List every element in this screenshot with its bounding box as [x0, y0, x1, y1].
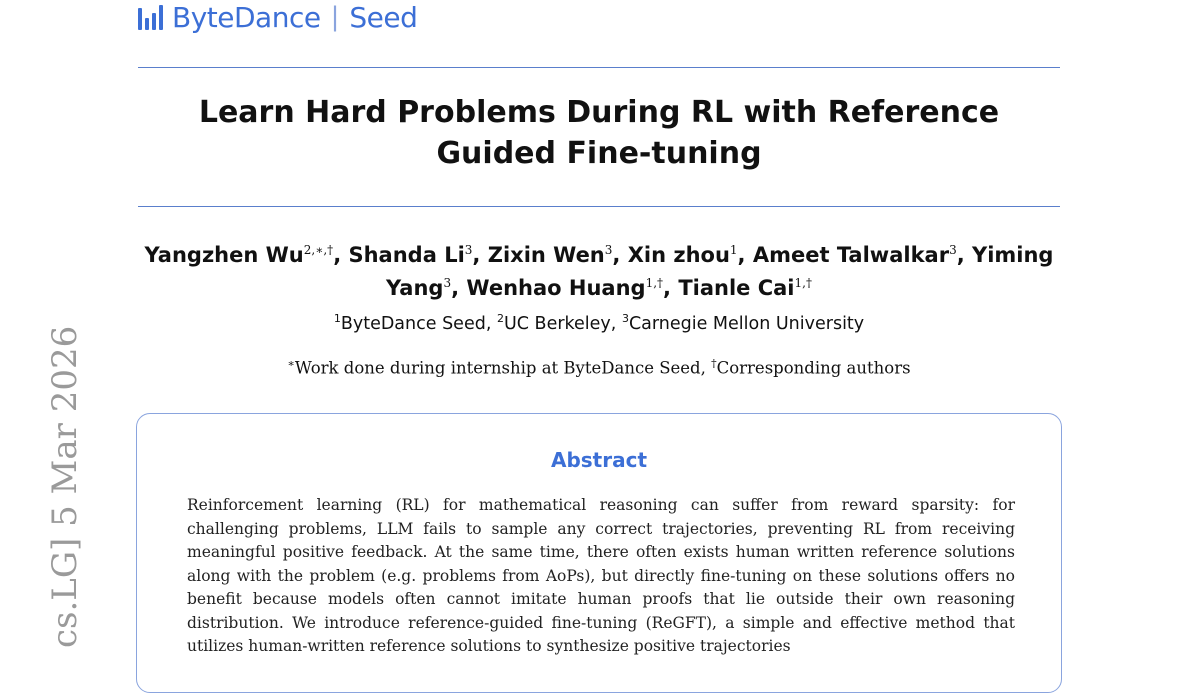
author-affil-sup: 3: [464, 243, 473, 257]
author-affil-sup: 1,†: [794, 276, 812, 290]
logo-brand: ByteDance: [172, 0, 321, 34]
author-name: Shanda Li: [348, 243, 465, 267]
title-rule: [138, 206, 1060, 207]
note-dagger-sup: †: [711, 357, 717, 370]
logo-product: Seed: [349, 0, 418, 34]
author-affil-sup: 2,∗,†: [303, 243, 334, 257]
author-separator: ,: [451, 276, 467, 300]
author-name: Tianle Cai: [678, 276, 795, 300]
arxiv-stamp: cs.LG] 5 Mar 2026: [45, 325, 85, 648]
author-name: Yiming Yang: [386, 243, 1054, 300]
note-internship: Work done during internship at ByteDance Seed,: [294, 358, 712, 378]
abstract-box: [136, 413, 1062, 693]
author-name: Xin zhou: [627, 243, 730, 267]
author-name: Wenhao Huang: [466, 276, 646, 300]
note-corresponding: Corresponding authors: [716, 358, 911, 378]
author-separator: ,: [737, 243, 753, 267]
author-affil-sup: 3: [443, 276, 452, 290]
affil-sup: 3: [621, 312, 629, 325]
author-name: Yangzhen Wu: [144, 243, 304, 267]
top-rule: [138, 67, 1060, 68]
affiliation-name: Carnegie Mellon University: [628, 313, 865, 334]
logo-separator: |: [330, 2, 340, 32]
abstract-text: Reinforcement learning (RL) for mathematical reasoning can suffer from reward sparsity: for challenging problems, LLM fails to sample any correct trajectories, preventing RL from receiving meaningful positive feedback. At the same time, there often exists human written reference solutions along with the problem (e.g. problems from AoPs), but directly fine-tuning on these solutions offers no benefit because models often cannot imitate human proofs that lie outside their own reasoning distribution. We introduce reference-guided fine-tuning (ReGFT), a simple and effective method that utilizes human-written reference solutions to synthesize positive trajectories: [187, 496, 1015, 655]
author-affil-sup: 1,†: [645, 276, 664, 290]
paper-title: Learn Hard Problems During RL with Reference Guided Fine-tuning: [198, 95, 1000, 171]
author-note: [138, 357, 1060, 378]
author-affil-sup: 1: [729, 243, 738, 257]
affil-sup: 1: [333, 312, 341, 325]
author-name: Ameet Talwalkar: [752, 243, 950, 267]
author-separator: ,: [472, 243, 488, 267]
affiliation-list: [138, 312, 1060, 334]
bytedance-seed-logo: [138, 0, 417, 34]
author-separator: ,: [333, 243, 349, 267]
author-affil-sup: 3: [949, 243, 957, 257]
author-affil-sup: 3: [604, 243, 613, 257]
affil-separator: ,: [610, 313, 622, 334]
affil-separator: ,: [485, 313, 497, 334]
author-separator: ,: [956, 243, 972, 267]
bytedance-bars-icon: [138, 4, 163, 30]
note-star-sup: ∗: [287, 357, 295, 370]
affiliation-name: ByteDance Seed: [340, 313, 486, 334]
author-separator: ,: [612, 243, 628, 267]
abstract-heading: Abstract: [550, 448, 648, 472]
affil-sup: 2: [496, 312, 504, 325]
affiliation-name: UC Berkeley: [503, 313, 611, 334]
author-name: Zixin Wen: [487, 243, 605, 267]
author-list: [138, 236, 1060, 302]
author-separator: ,: [663, 276, 679, 300]
